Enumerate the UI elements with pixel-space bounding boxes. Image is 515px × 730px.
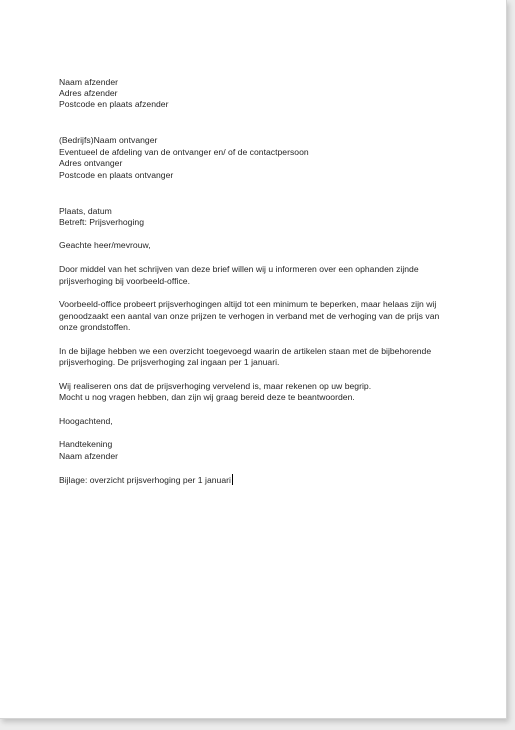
recipient-department: Eventueel de afdeling van de ontvanger en/ of de contactpersoon xyxy=(59,147,309,157)
paragraph-1-line: Door middel van het schrijven van deze brief willen wij u informeren over een ophanden zijnde xyxy=(59,264,419,274)
subject-line: Betreft: Prijsverhoging xyxy=(59,217,145,227)
paragraph-4-line: Wij realiseren ons dat de prijsverhoging vervelend is, maar rekenen op uw begrip. xyxy=(59,381,372,391)
recipient-address: Adres ontvanger xyxy=(59,158,123,168)
sender-postal-city: Postcode en plaats afzender xyxy=(59,99,169,109)
attachment-text: Bijlage: overzicht prijsverhoging per 1 januari xyxy=(59,475,231,485)
signature: Handtekening xyxy=(59,439,113,449)
signature-name: Naam afzender xyxy=(59,451,119,461)
paragraph-2-line: onze grondstoffen. xyxy=(59,322,131,332)
paragraph-2-line: Voorbeeld-office probeert prijsverhogingen altijd tot een minimum te beperken, maar helaas zijn wij xyxy=(59,299,437,309)
paragraph-3-line: In de bijlage hebben we een overzicht toegevoegd waarin de artikelen staan met de bijbehorende xyxy=(59,346,432,356)
paragraph-1-line: prijsverhoging bij voorbeeld-office. xyxy=(59,276,190,286)
paragraph-3-line: prijsverhoging. De prijsverhoging zal ingaan per 1 januari. xyxy=(59,357,280,367)
attachment-line[interactable] xyxy=(59,474,233,486)
salutation: Geachte heer/mevrouw, xyxy=(59,240,151,250)
sender-address: Adres afzender xyxy=(59,88,118,98)
place-date: Plaats, datum xyxy=(59,206,112,216)
text-cursor xyxy=(232,474,233,485)
recipient-postal-city: Postcode en plaats ontvanger xyxy=(59,170,174,180)
sender-name: Naam afzender xyxy=(59,77,119,87)
recipient-name: (Bedrijfs)Naam ontvanger xyxy=(59,135,158,145)
closing: Hoogachtend, xyxy=(59,416,113,426)
paragraph-2-line: genoodzaakt een aantal van onze prijzen te verhogen in verband met de verhoging van de prijs van xyxy=(59,311,440,321)
paragraph-4-line: Mocht u nog vragen hebben, dan zijn wij graag bereid deze te beantwoorden. xyxy=(59,392,355,402)
